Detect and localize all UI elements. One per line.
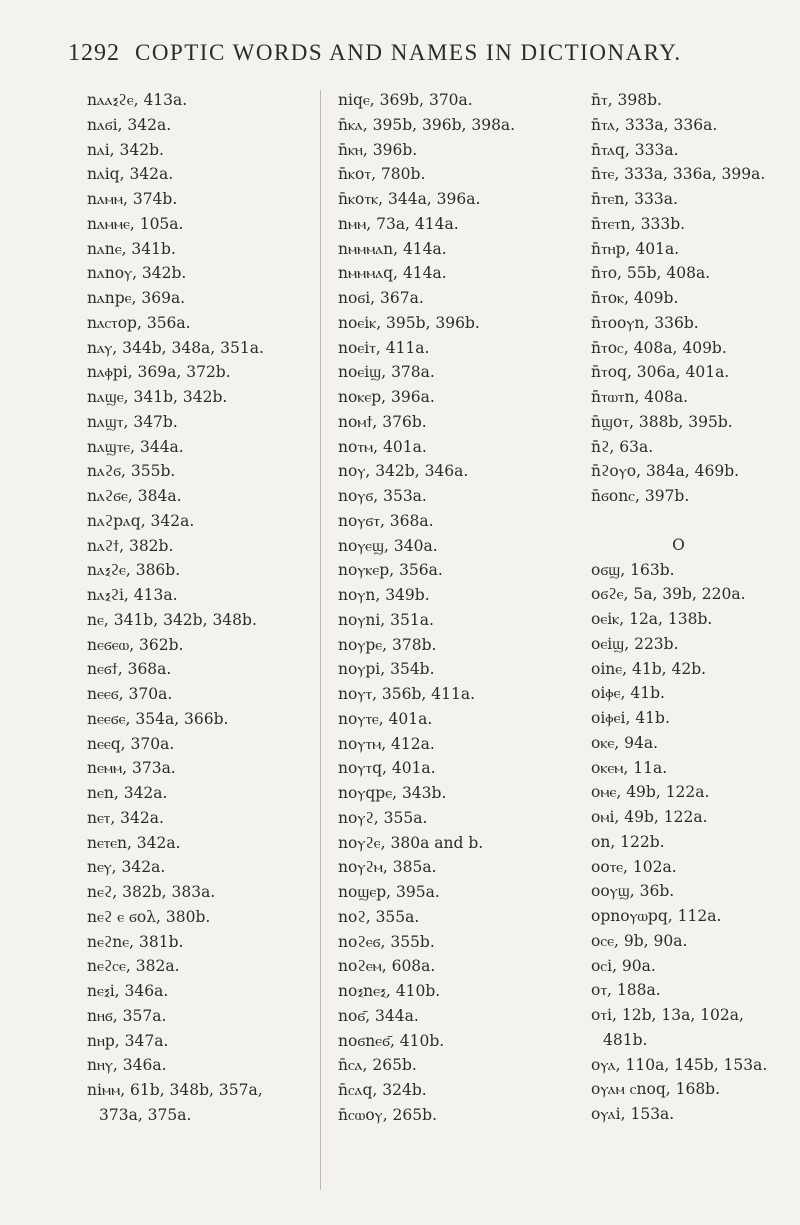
index-entry: nⲁϩϭⲉ, 384a. — [87, 487, 182, 505]
index-entry: nⲉⲙⲙ, 373a. — [87, 759, 176, 778]
running-header — [0, 40, 800, 80]
index-entry: ooⲧⲉ, 102a. — [591, 857, 677, 876]
index-entry: nⲉⲧⲉn, 342a. — [87, 833, 181, 852]
index-entry: nⲏⲩ, 346a. — [87, 1056, 167, 1075]
index-entry: noⲩpi, 354b. — [338, 660, 435, 679]
index-entry: n̄ⲧⲱⲧn, 408a. — [591, 388, 689, 406]
index-entry: noⲩⲧⲙ, 412a. — [338, 734, 435, 753]
index-entry: 481b. — [603, 1030, 648, 1049]
index-entry: nⲁϩϭ, 355b. — [87, 462, 176, 481]
index-entry: noϭnⲉϭ̄, 410b. — [338, 1031, 445, 1050]
index-entry: nⲁnpⲉ, 369a. — [87, 289, 186, 307]
index-entry: n̄ⲧⲏp, 401a. — [591, 239, 680, 258]
index-entry: nⲁϣⲧ, 347b. — [87, 412, 178, 431]
index-entry: oiⲫⲉ, 41b. — [591, 684, 665, 703]
index-entry: nⲁϩpⲁq, 342a. — [87, 511, 195, 530]
index-entry: noⲩϭⲧ, 368a. — [338, 511, 434, 530]
index-entry: oⲩⲁi, 153a. — [591, 1105, 675, 1123]
index-entry: on, 122b. — [591, 832, 665, 851]
index-entry: noϩⲉⲙ, 608a. — [338, 957, 436, 976]
index-entry: nⲁⲙⲙ, 374b. — [87, 190, 178, 208]
index-entry: noⲩϩ, 355a. — [338, 808, 428, 827]
index-entry: ooⲩϣ, 36b. — [591, 882, 675, 901]
index-entry: n̄ⲕⲁ, 395b, 396b, 398a. — [338, 115, 516, 134]
index-entry: nⲙⲙⲙⲁq, 414a. — [338, 264, 447, 283]
index-entry: nⲉⲉϭⲉ, 354a, 366b. — [87, 709, 229, 728]
index-entry: n̄ⲧⲉⲧn, 333b. — [591, 214, 686, 233]
index-entry: noⲩϩⲙ, 385a. — [338, 858, 437, 877]
index-entry: noϩⲉϭ, 355b. — [338, 932, 435, 951]
index-entry: noⲉiⲧ, 411a. — [338, 338, 430, 357]
index-entry: n̄ϣoⲧ, 388b, 395b. — [591, 412, 733, 431]
index-entry: nⲏp, 347a. — [87, 1031, 169, 1050]
index-entry: noⲩⲧⲉ, 401a. — [338, 709, 433, 728]
index-entry: nⲁnⲉ, 341b. — [87, 239, 176, 258]
index-entry: nⲉⲉϭ, 370a. — [87, 685, 173, 703]
index-entry: nⲉϩ ⲉ ϭoλ, 380b. — [87, 907, 211, 926]
index-entry: nⲁϩϯ, 382b. — [87, 536, 174, 555]
index-entry: nⲁⲥⲧop, 356a. — [87, 313, 191, 332]
index-entry: n̄ϩoⲩo, 384a, 469b. — [591, 462, 740, 481]
index-entry: noⲩⲕⲉp, 356a. — [338, 561, 443, 580]
index-entry: niⲙⲙ, 61b, 348b, 357a, — [87, 1081, 263, 1099]
index-entry: n̄ⲕⲏ, 396b. — [338, 140, 418, 159]
index-entry: oϭϣ, 163b. — [591, 560, 675, 579]
index-entry: nⲙⲙⲙⲁn, 414a. — [338, 239, 447, 258]
index-entry: nⲁϣⲧⲉ, 344a. — [87, 437, 184, 456]
index-entry: oⲧi, 12b, 13a, 102a, — [591, 1006, 744, 1024]
index-entry: noⲩϩⲉ, 380a and b. — [338, 833, 484, 852]
index-entry: oⲕⲉ, 94a. — [591, 733, 659, 752]
column-rule — [320, 90, 321, 1190]
index-entry: noⲩn, 349b. — [338, 586, 430, 604]
index-entry: noϭ̄, 344a. — [338, 1006, 419, 1025]
index-entry: n̄ⲕoⲧ, 780b. — [338, 165, 426, 184]
index-entry: noϩ, 355a. — [338, 907, 420, 926]
index-entry: noⲩϭ, 353a. — [338, 487, 427, 505]
index-entry: nⲁⲩ, 344b, 348a, 351a. — [87, 338, 264, 357]
index-entry: n̄ⲧ, 398b. — [591, 91, 662, 109]
index-entry: oⲕⲉⲙ, 11a. — [591, 758, 668, 777]
index-entry: oⲩⲁ, 110a, 145b, 153a. — [591, 1055, 768, 1074]
index-entry: n̄ⲧⲉn, 333a. — [591, 190, 678, 208]
index-entry: opnoⲩⲱpq, 112a. — [591, 907, 722, 925]
index-entry: noⲝnⲉⲝ, 410b. — [338, 982, 441, 1000]
index-entry: n̄ⲧoⲥ, 408a, 409b. — [591, 338, 727, 357]
index-entry: n̄ⲧoq, 306a, 401a. — [591, 363, 730, 382]
index-entry: noⲩpⲉ, 378b. — [338, 635, 437, 654]
index-entry: noⲩⲧq, 401a. — [338, 759, 436, 778]
index-entry: n̄ⲧo, 55b, 408a. — [591, 264, 711, 283]
index-entry: nⲉϭⲉⲱ, 362b. — [87, 635, 184, 654]
index-entry: 373a, 375a. — [99, 1105, 192, 1124]
index-entry: nⲉⲧ, 342a. — [87, 808, 164, 827]
index-entry: oϭϩⲉ, 5a, 39b, 220a. — [591, 585, 746, 604]
index-entry: nⲏϭ, 357a. — [87, 1006, 167, 1025]
index-entry: n̄ⲥⲁ, 265b. — [338, 1056, 417, 1075]
index-entry: n̄ⲧⲉ, 333a, 336a, 399a. — [591, 165, 766, 184]
index-entry: nⲁiq, 342a. — [87, 165, 174, 184]
index-entry: n̄ⲕoⲧⲕ, 344a, 396a. — [338, 190, 481, 208]
index-entry: noⲩ, 342b, 346a. — [338, 462, 469, 481]
index-entry: nⲁⲫpi, 369a, 372b. — [87, 363, 231, 382]
index-entry: n̄ⲥⲱoⲩ, 265b. — [338, 1105, 437, 1124]
index-entry: nⲉϩ, 382b, 383a. — [87, 883, 216, 901]
index-entry: nⲁⲁⲝϩⲉ, 413a. — [87, 91, 188, 109]
index-entry: noⲩqpⲉ, 343b. — [338, 784, 447, 802]
index-entry: nⲁnoⲩ, 342b. — [87, 264, 187, 283]
index-entry: niqⲉ, 369b, 370a. — [338, 91, 473, 109]
index-entry: oⲥⲉ, 9b, 90a. — [591, 931, 688, 950]
index-entry: n̄ⲧoⲕ, 409b. — [591, 289, 679, 307]
index-entry: nⲉⲝi, 346a. — [87, 982, 169, 1000]
index-entry: noⲙϯ, 376b. — [338, 412, 427, 431]
index-entry: n̄ⲧooⲩn, 336b. — [591, 313, 699, 332]
index-column-3 — [591, 88, 796, 1127]
index-entry: nⲉⲉq, 370a. — [87, 734, 175, 753]
index-entry: nⲙⲙ, 73a, 414a. — [338, 214, 459, 233]
index-entry: noⲧⲙ, 401a. — [338, 437, 427, 456]
index-entry: nⲁⲝϩi, 413a. — [87, 586, 178, 604]
index-entry: noⲩⲉϣ, 340a. — [338, 536, 438, 555]
index-entry: noϣⲉp, 395a. — [338, 883, 440, 901]
index-entry: nⲉ, 341b, 342b, 348b. — [87, 610, 257, 629]
index-entry: noϭi, 367a. — [338, 289, 424, 307]
page-number: 1292 — [68, 40, 120, 66]
index-entry: n̄ⲥⲁq, 324b. — [338, 1081, 427, 1099]
index-entry: noⲉiϣ, 378a. — [338, 363, 435, 382]
index-entry: nⲁϣⲉ, 341b, 342b. — [87, 388, 228, 406]
index-entry: n̄ⲧⲁ, 333a, 336a. — [591, 115, 718, 134]
index-entry: n̄ϭonⲥ, 397b. — [591, 487, 690, 505]
index-entry: oⲙi, 49b, 122a. — [591, 808, 708, 826]
index-entry: nⲁⲙⲙⲉ, 105a. — [87, 214, 184, 233]
index-entry: nⲉn, 342a. — [87, 784, 168, 802]
index-entry: n̄ϩ, 63a. — [591, 437, 654, 456]
index-entry: oⲩⲁⲙ ⲥnoq, 168b. — [591, 1080, 721, 1099]
index-entry: oⲙⲉ, 49b, 122a. — [591, 783, 710, 802]
index-entry: nⲁⲝϩⲉ, 386b. — [87, 561, 181, 580]
index-entry: nⲉϩⲥⲉ, 382a. — [87, 957, 180, 976]
running-title: COPTIC WORDS AND NAMES IN DICTIONARY. — [135, 40, 682, 65]
index-entry: noⲕⲉp, 396a. — [338, 388, 435, 406]
index-entry: noⲉiⲕ, 395b, 396b. — [338, 313, 480, 332]
section-letter: O — [672, 535, 685, 554]
index-entry: noⲩⲧ, 356b, 411a. — [338, 685, 476, 703]
index-entry: nⲁi, 342b. — [87, 140, 164, 159]
index-entry: nⲉϭϯ, 368a. — [87, 660, 172, 679]
index-entry: oⲧ, 188a. — [591, 981, 661, 1000]
index-entry: oⲉiⲕ, 12a, 138b. — [591, 610, 713, 628]
index-entry: oinⲉ, 41b, 42b. — [591, 659, 707, 678]
index-column-2 — [338, 88, 570, 1128]
index-entry: nⲉϩnⲉ, 381b. — [87, 932, 184, 951]
index-column-1 — [87, 88, 312, 1128]
index-entry: oⲥi, 90a. — [591, 956, 656, 975]
index-entry: nⲁϭi, 342a. — [87, 115, 172, 134]
index-entry: nⲉⲩ, 342a. — [87, 858, 166, 877]
index-entry: oⲉiϣ, 223b. — [591, 634, 679, 653]
index-entry: noⲩni, 351a. — [338, 610, 434, 629]
index-entry: oiⲫⲉi, 41b. — [591, 709, 670, 727]
index-entry: n̄ⲧⲁq, 333a. — [591, 140, 679, 159]
